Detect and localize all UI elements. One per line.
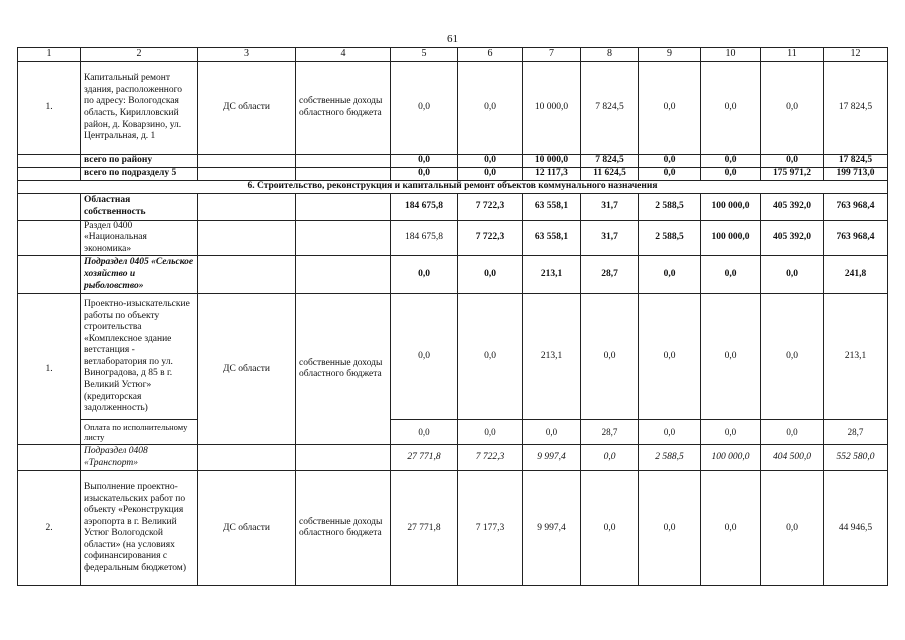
- value-cell: 10 000,0: [523, 155, 581, 168]
- header-cell: 1: [18, 48, 81, 62]
- row-number: 1.: [18, 294, 81, 445]
- header-cell: 11: [761, 48, 824, 62]
- table-row: [18, 420, 888, 445]
- row-label: Оплата по исполнительному листу: [81, 420, 198, 445]
- header-cell: 7: [523, 48, 581, 62]
- object-description: Проектно-изыскательские работы по объекту строительства «Комплексное здание ветстанция - ветлаборатория по ул. Виноградова, д 85 в г. Великий Устюг» (кредиторская задолженность): [81, 294, 198, 420]
- value-cell: 241,8: [824, 256, 888, 294]
- header-cell: 3: [198, 48, 296, 62]
- value-cell: 0,0: [391, 62, 458, 155]
- table-row: [18, 220, 888, 256]
- value-cell: 28,7: [824, 420, 888, 445]
- header-cell: 10: [701, 48, 761, 62]
- value-cell: 7 722,3: [458, 220, 523, 256]
- value-cell: 100 000,0: [701, 193, 761, 220]
- header-cell: 2: [81, 48, 198, 62]
- value-cell: 0,0: [458, 420, 523, 445]
- value-cell: 2 588,5: [639, 445, 701, 471]
- value-cell: 63 558,1: [523, 193, 581, 220]
- value-cell: 17 824,5: [824, 62, 888, 155]
- funding-source-cell: собственные доходы областного бюджета: [296, 294, 391, 445]
- table-row: [18, 471, 888, 586]
- value-cell: 0,0: [761, 256, 824, 294]
- value-cell: 0,0: [458, 294, 523, 420]
- row-label: всего по подразделу 5: [81, 168, 198, 181]
- header-cell: 12: [824, 48, 888, 62]
- value-cell: 184 675,8: [391, 220, 458, 256]
- value-cell: 31,7: [581, 193, 639, 220]
- section-row: [18, 181, 888, 194]
- responsible-cell: ДС области: [198, 62, 296, 155]
- header-cell: 9: [639, 48, 701, 62]
- value-cell: 0,0: [639, 168, 701, 181]
- page-number: 61: [447, 33, 458, 45]
- value-cell: 213,1: [523, 256, 581, 294]
- value-cell: 0,0: [761, 294, 824, 420]
- value-cell: 7 824,5: [581, 155, 639, 168]
- value-cell: 0,0: [761, 471, 824, 586]
- value-cell: 100 000,0: [701, 445, 761, 471]
- value-cell: 0,0: [581, 471, 639, 586]
- value-cell: 0,0: [639, 62, 701, 155]
- table-row: [18, 256, 888, 294]
- value-cell: 9 997,4: [523, 445, 581, 471]
- value-cell: 0,0: [458, 256, 523, 294]
- row-number: 1.: [18, 62, 81, 155]
- value-cell: 405 392,0: [761, 193, 824, 220]
- table-row: [18, 62, 888, 155]
- value-cell: 2 588,5: [639, 193, 701, 220]
- table-row: [18, 445, 888, 471]
- value-cell: 0,0: [523, 420, 581, 445]
- value-cell: 0,0: [761, 155, 824, 168]
- responsible-cell: ДС области: [198, 294, 296, 445]
- value-cell: 28,7: [581, 420, 639, 445]
- value-cell: 0,0: [639, 294, 701, 420]
- value-cell: 0,0: [639, 420, 701, 445]
- value-cell: 9 997,4: [523, 471, 581, 586]
- section-title: 6. Строительство, реконструкция и капитальный ремонт объектов коммунального назначения: [18, 181, 888, 194]
- value-cell: 7 177,3: [458, 471, 523, 586]
- value-cell: 100 000,0: [701, 220, 761, 256]
- value-cell: 184 675,8: [391, 193, 458, 220]
- value-cell: 0,0: [761, 420, 824, 445]
- value-cell: 0,0: [581, 294, 639, 420]
- value-cell: 175 971,2: [761, 168, 824, 181]
- value-cell: 17 824,5: [824, 155, 888, 168]
- value-cell: 0,0: [701, 168, 761, 181]
- value-cell: 404 500,0: [761, 445, 824, 471]
- value-cell: 0,0: [581, 445, 639, 471]
- value-cell: 10 000,0: [523, 62, 581, 155]
- value-cell: 0,0: [458, 62, 523, 155]
- value-cell: 63 558,1: [523, 220, 581, 256]
- value-cell: 0,0: [458, 155, 523, 168]
- value-cell: 0,0: [391, 256, 458, 294]
- row-label: Раздел 0400 «Национальная экономика»: [81, 220, 198, 256]
- value-cell: 7 824,5: [581, 62, 639, 155]
- value-cell: 763 968,4: [824, 220, 888, 256]
- column-number-row: [18, 48, 888, 62]
- value-cell: 0,0: [391, 420, 458, 445]
- row-label: Областная собственность: [81, 193, 198, 220]
- value-cell: 0,0: [639, 155, 701, 168]
- row-label: Подраздел 0408 «Транспорт»: [81, 445, 198, 471]
- value-cell: 0,0: [458, 168, 523, 181]
- value-cell: 199 713,0: [824, 168, 888, 181]
- value-cell: 0,0: [701, 420, 761, 445]
- value-cell: 0,0: [701, 155, 761, 168]
- value-cell: 213,1: [523, 294, 581, 420]
- funding-source-cell: собственные доходы областного бюджета: [296, 471, 391, 586]
- header-cell: 5: [391, 48, 458, 62]
- value-cell: 0,0: [391, 168, 458, 181]
- value-cell: 12 117,3: [523, 168, 581, 181]
- value-cell: 213,1: [824, 294, 888, 420]
- header-cell: 4: [296, 48, 391, 62]
- value-cell: 0,0: [701, 294, 761, 420]
- value-cell: 7 722,3: [458, 193, 523, 220]
- table-row: [18, 168, 888, 181]
- value-cell: 27 771,8: [391, 471, 458, 586]
- value-cell: 405 392,0: [761, 220, 824, 256]
- row-number: 2.: [18, 471, 81, 586]
- funding-source-cell: собственные доходы областного бюджета: [296, 62, 391, 155]
- table-row: [18, 294, 888, 420]
- value-cell: 11 624,5: [581, 168, 639, 181]
- header-cell: 6: [458, 48, 523, 62]
- value-cell: 0,0: [391, 155, 458, 168]
- budget-table: [17, 47, 888, 586]
- value-cell: 7 722,3: [458, 445, 523, 471]
- row-label: Подраздел 0405 «Сельское хозяйство и рыболовство»: [81, 256, 198, 294]
- value-cell: 0,0: [391, 294, 458, 420]
- value-cell: 0,0: [639, 471, 701, 586]
- value-cell: 0,0: [639, 256, 701, 294]
- value-cell: 44 946,5: [824, 471, 888, 586]
- value-cell: 0,0: [761, 62, 824, 155]
- value-cell: 0,0: [701, 256, 761, 294]
- value-cell: 0,0: [701, 62, 761, 155]
- responsible-cell: ДС области: [198, 471, 296, 586]
- row-label: всего по району: [81, 155, 198, 168]
- value-cell: 763 968,4: [824, 193, 888, 220]
- header-cell: 8: [581, 48, 639, 62]
- value-cell: 27 771,8: [391, 445, 458, 471]
- table-row: [18, 155, 888, 168]
- value-cell: 31,7: [581, 220, 639, 256]
- object-description: Выполнение проектно-изыскательских работ по объекту «Реконструкция аэропорта в г. Великий Устюг Вологодской области» (на условиях софинансирования с федеральным бюджетом): [81, 471, 198, 586]
- object-description: Капитальный ремонт здания, расположенного по адресу: Вологодская область, Кирилловский район, д. Коварзино, ул. Центральная, д. 1: [81, 62, 198, 155]
- value-cell: 552 580,0: [824, 445, 888, 471]
- value-cell: 0,0: [701, 471, 761, 586]
- value-cell: 28,7: [581, 256, 639, 294]
- table-row: [18, 193, 888, 220]
- value-cell: 2 588,5: [639, 220, 701, 256]
